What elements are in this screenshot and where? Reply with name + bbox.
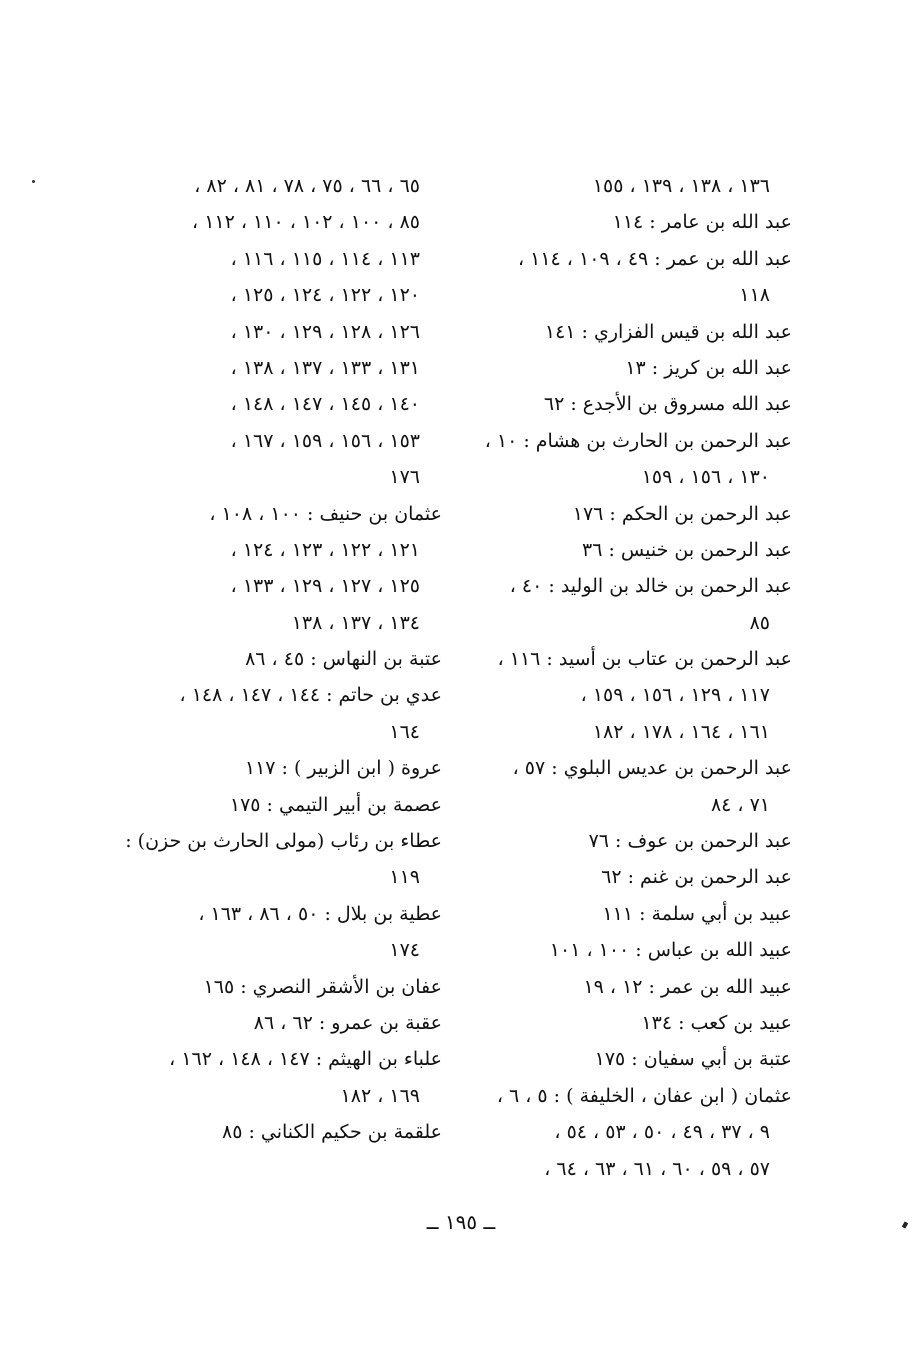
index-column-left [125, 168, 442, 1151]
index-entry: عبد الرحمن بن عتاب بن أسيد : ١١٦ ، [497, 648, 792, 671]
index-entry-continuation: ١٦١ ، ١٦٤ ، ١٧٨ ، ١٨٢ [592, 720, 770, 743]
index-entry-continuation: ١٢٠ ، ١٢٢ ، ١٢٤ ، ١٢٥ ، [230, 284, 420, 307]
index-entry: عبد الرحمن بن عوف : ٧٦ [588, 830, 792, 853]
index-entry-continuation: ١٣٤ ، ١٣٧ ، ١٣٨ [291, 611, 420, 634]
index-entry: عبد الرحمن بن الحكم : ١٧٦ [572, 502, 792, 525]
index-entry-continuation: ٦٥ ، ٦٦ ، ٧٥ ، ٧٨ ، ٨١ ، ٨٢ ، [194, 175, 420, 197]
index-entry: عفان بن الأشقر النصري : ١٦٥ [203, 975, 442, 998]
index-entry: عبد الله مسروق بن الأجدع : ٦٢ [543, 393, 792, 416]
index-entry: عبد الرحمن بن غنم : ٦٢ [601, 866, 792, 889]
index-entry-continuation: ١٢٥ ، ١٢٧ ، ١٢٩ ، ١٣٣ ، [230, 575, 420, 598]
index-entry-continuation: ٧١ ، ٨٤ [710, 793, 770, 816]
index-entry: عبيد بن أبي سلمة : ١١١ [602, 902, 792, 925]
index-entry: علقمة بن حكيم الكناني : ٨٥ [221, 1121, 442, 1144]
index-entry: عبد الله بن كريز : ١٣ [625, 356, 792, 379]
index-entry-continuation: ١٣١ ، ١٣٣ ، ١٣٧ ، ١٣٨ ، [230, 356, 420, 379]
index-entry-continuation: ١٢٦ ، ١٢٨ ، ١٢٩ ، ١٣٠ ، [230, 320, 420, 343]
index-entry-continuation: ١٤٠ ، ١٤٥ ، ١٤٧ ، ١٤٨ ، [230, 393, 420, 416]
index-entry-continuation: ١٦٩ ، ١٨٢ [340, 1084, 420, 1107]
index-entry: عدي بن حاتم : ١٤٤ ، ١٤٧ ، ١٤٨ ، [179, 684, 442, 707]
index-entry-continuation: ١١٣ ، ١١٤ ، ١١٥ ، ١١٦ ، [230, 247, 420, 270]
index-entry-continuation: ١١٩ [389, 866, 420, 889]
margin-speck [32, 180, 35, 183]
index-entry-continuation: ١٥٣ ، ١٥٦ ، ١٥٩ ، ١٦٧ ، [230, 429, 420, 452]
index-entry-continuation: ١٦٤ [389, 720, 420, 743]
index-entry-continuation: ١٣٠ ، ١٥٦ ، ١٥٩ [641, 466, 770, 489]
index-entry: عبيد بن كعب : ١٣٤ [641, 1011, 792, 1034]
index-entry: عبد الله بن عمر : ٤٩ ، ١٠٩ ، ١١٤ ، [517, 247, 792, 270]
index-entry: عبد الرحمن بن عديس البلوي : ٥٧ ، [512, 757, 792, 780]
index-entry: عتبة بن النهاس : ٤٥ ، ٨٦ [245, 648, 442, 671]
index-entry: عبد الله بن عامر : ١١٤ [612, 211, 792, 234]
index-entry-continuation: ١١٧ ، ١٢٩ ، ١٥٦ ، ١٥٩ ، [580, 684, 770, 707]
index-entry: عبد الله بن قيس الفزاري : ١٤١ [544, 320, 792, 343]
index-entry-continuation: ١٧٤ [389, 939, 420, 962]
index-entry: عطية بن بلال : ٥٠ ، ٨٦ ، ١٦٣ ، [198, 902, 442, 925]
index-entry-continuation: ٩ ، ٣٧ ، ٤٩ ، ٥٠ ، ٥٣ ، ٥٤ ، [554, 1121, 770, 1144]
index-entry-continuation: ١١٨ [739, 284, 770, 307]
index-entry: علباء بن الهيثم : ١٤٧ ، ١٤٨ ، ١٦٢ ، [169, 1048, 442, 1071]
index-entry-continuation: ٥٧ ، ٥٩ ، ٦٠ ، ٦١ ، ٦٣ ، ٦٤ ، [544, 1157, 770, 1180]
index-entry: عطاء بن رئاب (مولى الحارث بن حزن) : [125, 830, 442, 853]
index-entry: عصمة بن أبير التيمي : ١٧٥ [229, 793, 442, 816]
index-entry-continuation: ٨٥ ، ١٠٠ ، ١٠٢ ، ١١٠ ، ١١٢ ، [192, 211, 420, 234]
index-entry-continuation: ١٢١ ، ١٢٢ ، ١٢٣ ، ١٢٤ ، [230, 538, 420, 561]
index-entry: عتبة بن أبي سفيان : ١٧٥ [594, 1048, 792, 1071]
index-entry: عثمان بن حنيف : ١٠٠ ، ١٠٨ ، [209, 502, 442, 525]
index-entry: عروة ( ابن الزبير ) : ١١٧ [244, 757, 442, 780]
index-entry-continuation: ١٧٦ [389, 466, 420, 489]
index-entry-continuation: ٨٥ [749, 611, 770, 634]
index-entry: عبد الرحمن بن خالد بن الوليد : ٤٠ ، [509, 575, 792, 598]
index-entry-continuation: ١٣٦ ، ١٣٨ ، ١٣٩ ، ١٥٥ [592, 175, 770, 197]
index-entry: عبيد الله بن عمر : ١٢ ، ١٩ [583, 975, 792, 998]
page-number: ــ ١٩٥ ــ [426, 1210, 496, 1234]
index-entry: عثمان ( ابن عفان ، الخليفة ) : ٥ ، ٦ ، [496, 1084, 792, 1107]
index-entry: عقبة بن عمرو : ٦٢ ، ٨٦ [253, 1011, 442, 1034]
index-entry: عبد الرحمن بن الحارث بن هشام : ١٠ ، [484, 429, 792, 452]
index-entry: عبد الرحمن بن خنيس : ٣٦ [582, 538, 792, 561]
index-entry: عبيد الله بن عباس : ١٠٠ ، ١٠١ [549, 939, 792, 962]
index-column-right [484, 168, 792, 1187]
